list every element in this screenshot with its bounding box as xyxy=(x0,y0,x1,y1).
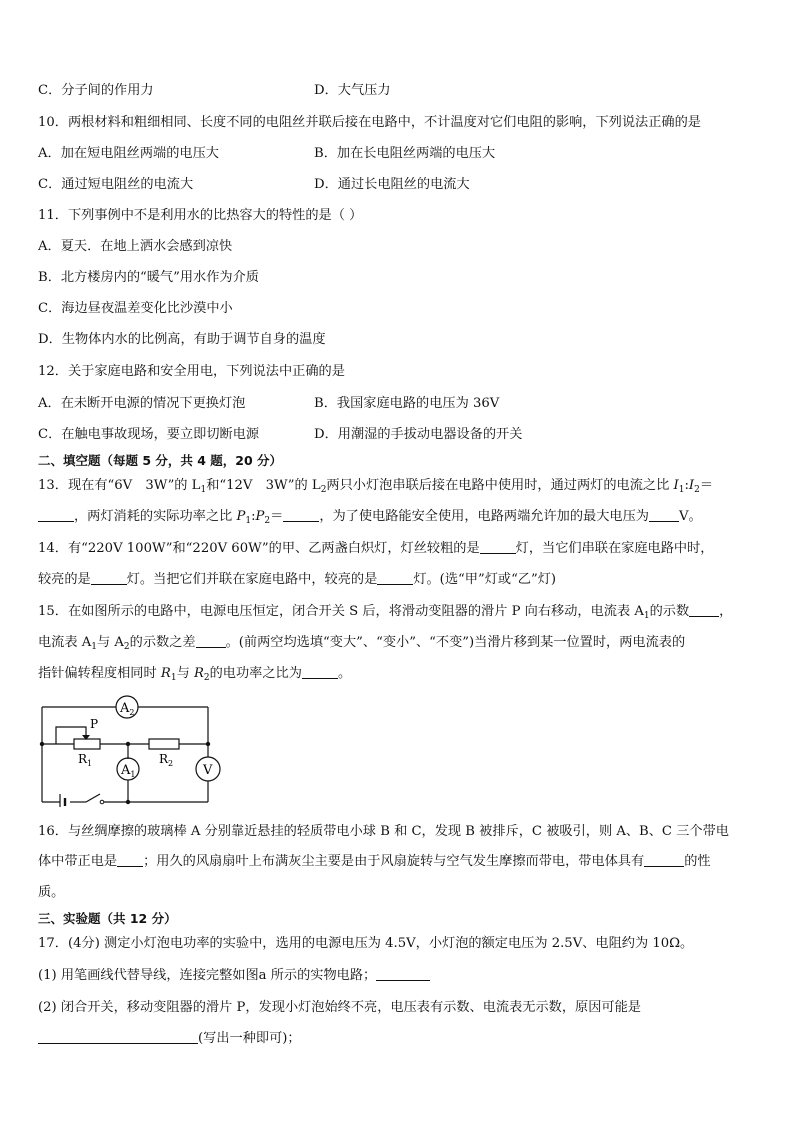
q14-blank-2[interactable] xyxy=(91,571,127,585)
q10-option-c: C．通过短电阻丝的电流大 xyxy=(38,177,194,192)
q11-option-c: C．海边昼夜温差变化比沙漠中小 xyxy=(38,301,233,316)
q10-stem: 10．两根材料和粗细相同、长度不同的电阻丝并联后接在电路中，不计温度对它们电阻的影响，下列说法正确的是 xyxy=(38,115,701,130)
q15-blank-1[interactable] xyxy=(689,603,719,617)
q14-blank-1[interactable] xyxy=(480,540,516,554)
q16-blank-2[interactable] xyxy=(644,853,684,867)
slider-wire xyxy=(56,727,86,744)
switch-s xyxy=(86,794,100,802)
switch-contact xyxy=(100,800,104,804)
label-r1: $R_1$ xyxy=(78,752,93,768)
rheostat-r1 xyxy=(74,739,100,749)
section-3-title: 三、实验题（共 12 分） xyxy=(38,911,177,926)
junction-right xyxy=(206,742,210,746)
junction-left xyxy=(40,742,44,746)
q11-option-a: A．夏天．在地上洒水会感到凉快 xyxy=(38,239,233,254)
q13-line-1: 13．现在有“6V 3W”的 $L_1$和“12V 3W”的 $L_2$两只小灯泡串联后接在电路中使用时，通过两灯的电流之比 $I_1:I_2=$ xyxy=(38,478,714,495)
circuit-diagram xyxy=(36,692,246,807)
q17-sub-2: (2) 闭合开关，移动变阻器的滑片 P，发现小灯泡始终不亮，电压表有示数、电流表无示数，原因可能是 xyxy=(38,1000,641,1015)
q12-option-b: B．我国家庭电路的电压为 36V xyxy=(314,396,500,411)
q9-option-d: D．大气压力 xyxy=(314,83,391,98)
q15-blank-3[interactable] xyxy=(302,665,338,679)
q16-line-3: 质。 xyxy=(38,885,65,900)
junction-bottom xyxy=(126,800,130,804)
q17-blank-1[interactable] xyxy=(376,967,430,981)
q12-option-d: D．用潮湿的手拔动电器设备的开关 xyxy=(314,427,523,442)
q10-option-d: D．通过长电阻丝的电流大 xyxy=(314,177,470,192)
q17-sub-2-cont: (写出一种即可)； xyxy=(38,1030,301,1048)
q10-option-b: B．加在长电阻丝两端的电压大 xyxy=(314,146,496,161)
q9-option-c: C．分子间的作用力 xyxy=(38,83,154,98)
q11-option-b: B．北方楼房内的“暖气”用水作为介质 xyxy=(38,270,259,285)
label-r2: $R_2$ xyxy=(159,752,174,768)
q14-blank-3[interactable] xyxy=(377,571,413,585)
junction-mid xyxy=(126,742,130,746)
q11-option-d: D．生物体内水的比例高，有助于调节自身的温度 xyxy=(38,332,326,347)
resistor-r2 xyxy=(149,739,179,749)
q10-option-a: A．加在短电阻丝两端的电压大 xyxy=(38,146,219,161)
q16-line-1: 16．与丝绸摩擦的玻璃棒 A 分别靠近悬挂的轻质带电小球 B 和 C，发现 B 被排斥，C 被吸引，则 A、B、C 三个带电 xyxy=(38,824,729,839)
label-a2: $A_2$ xyxy=(120,701,135,717)
q17-sub-1: (1) 用笔画线代替导线，连接完整如图a 所示的实物电路； xyxy=(38,967,430,985)
q14-line-2: 较亮的是 灯。当把它们并联在家庭电路中，较亮的是 灯。(选“甲”灯或“乙”灯) xyxy=(38,572,557,587)
q12-option-c: C．在触电事故现场，要立即切断电源 xyxy=(38,427,260,442)
q11-stem: 11．下列事例中不是利用水的比热容大的特性的是（ ） xyxy=(38,208,363,223)
q15-line-3: 指针偏转程度相同时 $R_1$与 $R_2$的电功率之比为 。 xyxy=(38,666,352,683)
label-v: V xyxy=(203,763,213,778)
q15-line-2: 电流表 $A_1$与 $A_2$的示数之差 。(前两空均选填“变大”、“变小”、“不变”)当滑片移到某一位置时，两电流表的 xyxy=(38,635,686,652)
q12-stem: 12．关于家庭电路和安全用电，下列说法中正确的是 xyxy=(38,364,345,379)
q13-blank-2[interactable] xyxy=(283,508,319,522)
q13-line-2: ，两灯消耗的实际功率之比 $P_1:P_2=$ ，为了使电路能安全使用，电路两端允许加的最大电压为 V。 xyxy=(38,508,702,526)
q15-line-1: 15．在如图所示的电路中，电源电压恒定，闭合开关 S 后，将滑动变阻器的滑片 P 向右移动，电流表 $A_1$的示数 ， xyxy=(38,604,733,621)
q12-option-a: A．在未断开电源的情况下更换灯泡 xyxy=(38,396,246,411)
q13-blank-3[interactable] xyxy=(649,508,679,522)
q15-blank-2[interactable] xyxy=(196,634,226,648)
q14-line-1: 14．有“220V 100W”和“220V 60W”的甲、乙两盏白炽灯，灯丝较粗的是 灯，当它们串联在家庭电路中时， xyxy=(38,541,714,556)
q17-stem: 17．(4分) 测定小灯泡电功率的实验中，选用的电源电压为 4.5V，小灯泡的额定电压为 2.5V、电阻约为 10Ω。 xyxy=(38,936,694,951)
section-2-title: 二、填空题（每题 5 分，共 4 题，20 分） xyxy=(38,453,283,468)
label-p: P xyxy=(90,717,99,731)
q17-blank-2[interactable] xyxy=(38,1030,198,1044)
q16-blank-1[interactable] xyxy=(117,853,143,867)
label-a1: $A_1$ xyxy=(121,763,136,779)
q16-line-2: 体中带正电是 ；用久的风扇扇叶上布满灰尘主要是由于风扇旋转与空气发生摩擦而带电，带电体具有 的性 xyxy=(38,854,711,869)
q13-blank-1[interactable] xyxy=(38,508,74,522)
